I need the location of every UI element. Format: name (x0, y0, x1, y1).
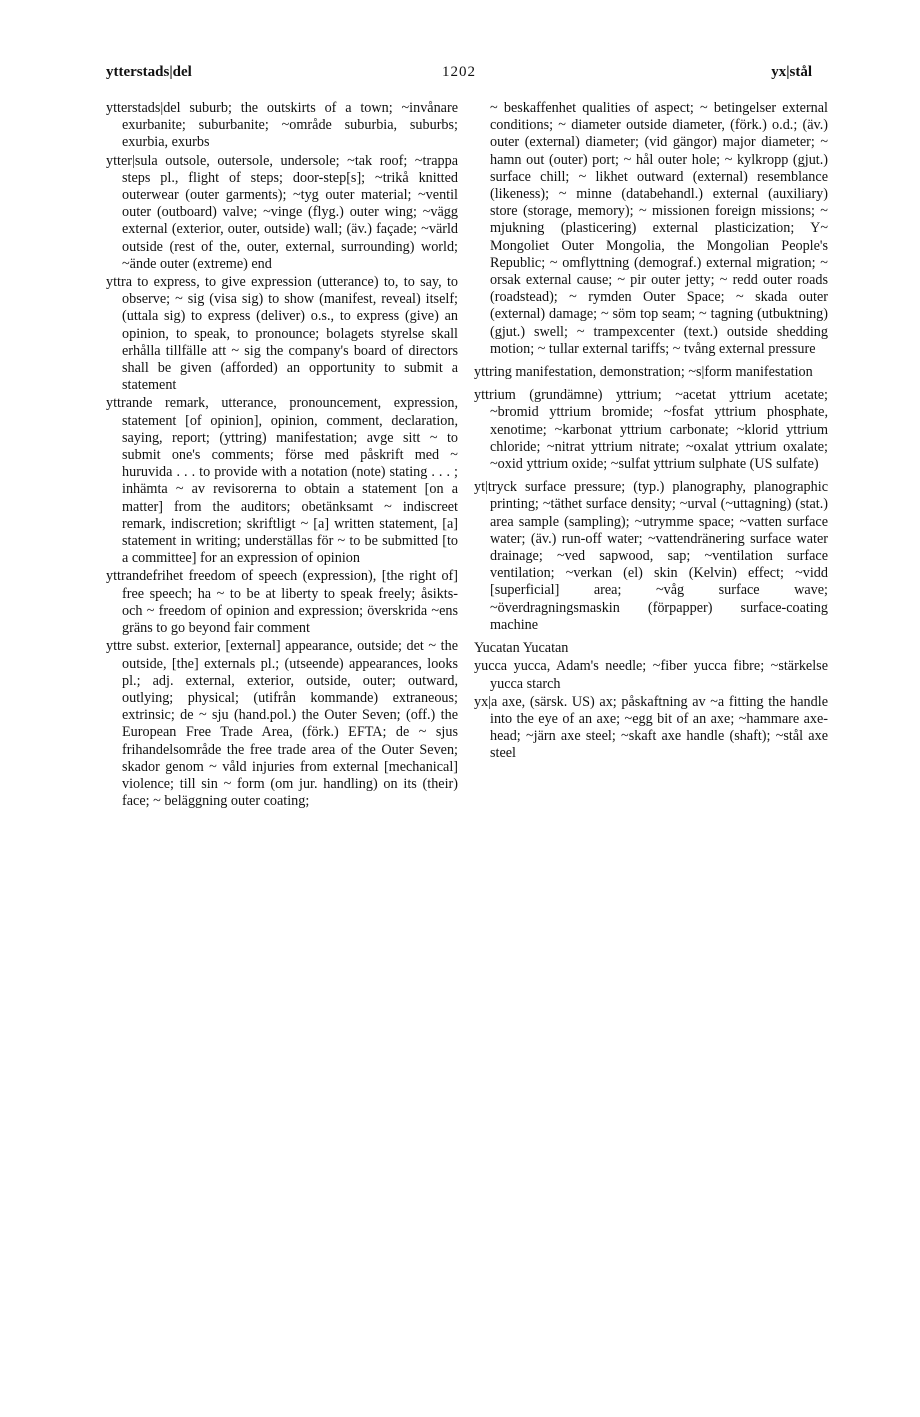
entry-yttre-continued: ~ beskaffenhet qualities of aspect; ~ betingelser external conditions; ~ diameter outside diameter, (förk.) o.d.; (äv.) outer (external) diameter; (vid gängor) major diameter; ~ hamn out (outer) port; ~ hål outer hole; ~ kylkropp (gjut.) surface chill; ~ likhet outward (external) resemblance (likeness); ~ minne (databehandl.) external (auxiliary) store (storage, memory); ~ missionen foreign missions; ~ mjukning (plasticering) external plasticization; Y~ Mongoliet Outer Mongolia, the Mongolian People's Republic; ~ omflyttning (demograf.) external migration; ~ orsak external cause; ~ pir outer jetty; ~ redd outer roads (roadstead); ~ rymden Outer Space; ~ skada outer (external) damage; ~ söm top seam; ~ tagning (utbuktning) (gjut.) swell; ~ trampexcenter (text.) outside shedding motion; ~ tullar external tariffs; ~ tvång external pressure (490, 100, 828, 357)
entry-yucatan: Yucatan Yucatan (474, 640, 569, 657)
page-number: 1202 (442, 64, 476, 80)
column-right (474, 100, 828, 763)
header-last-entry: yx|stål (771, 64, 812, 80)
entry-yttrium: yttrium (grundämne) yttrium; ~acetat yttrium acetate; ~bromid yttrium bromide; ~fosfat yttrium phosphate, xenotime; ~karbonat yttrium carbonate; ~klorid yttrium chloride; ~nitrat yttrium nitrate; ~oxalat yttrium oxalate; ~oxid yttrium oxide; ~sulfat yttrium sulphate (US sulfate) (474, 387, 828, 473)
entry-yttre: yttre subst. exterior, [external] appearance, outside; det ~ the outside, [the] externals pl.; (utseende) appearances, looks pl.; adj. external, exterior, outside, outer; outward, outlying; physical; (utifrån kommande) extraneous; extrinsic; de ~ sju (hand.pol.) the Outer Seven; (off.) the European Free Trade Area, (förk.) EFTA; de ~ sjus frihandelsområde the free trade area of the Outer Seven; skador genom ~ våld injuries from external [mechanical] violence; till sin ~ form (om jur. handling) on its (their) face; ~ beläggning outer coating; (106, 638, 458, 810)
entry-yttra: yttra to express, to give expression (utterance) to, to say, to observe; ~ sig (visa sig) to show (manifest, reveal) itself; (uttala sig) to express (deliver) o.s., to express (give) an opinion, to speak, to pronounce; bolagets styrelse skall erhålla tillfälle att ~ sig the company's board of directors shall be given (afforded) an opportunity to submit a statement (106, 274, 458, 394)
entry-ytterstadsdel: ytterstads|del suburb; the outskirts of a town; ~invånare exurbanite; suburbanite; ~område suburbia, suburbs; exurbia, exurbs (106, 100, 458, 151)
entry-yxa: yx|a axe, (särsk. US) ax; påskaftning av ~a fitting the handle into the eye of an axe; ~egg bit of an axe; ~hammare axe-head; ~järn axe steel; ~skaft axe handle (shaft); ~stål axe steel (474, 693, 828, 762)
entry-yucca: yucca yucca, Adam's needle; ~fiber yucca fibre; ~stärkelse yucca starch (474, 658, 828, 692)
column-left (106, 100, 458, 810)
header-first-entry: ytterstads|del (106, 64, 192, 80)
entry-yttersula: ytter|sula outsole, outersole, undersole; ~tak roof; ~trappa steps pl., flight of steps; door-step[s]; ~trikå knitted outerwear (outer garments); ~tyg outer material; ~ventil outer (outboard) valve; ~vinge (flyg.) outer wing; ~vägg external (exterior, outer, outside) wall; (äv.) façade; ~värld outside (rest of the, outer, external, surrounding) world; ~ände outer (extreme) end (106, 152, 458, 272)
entry-yttryck: yt|tryck surface pressure; (typ.) planography, planographic printing; ~täthet surface density; ~urval (~uttagning) (stat.) area sample (sampling); ~utrymme space; ~vatten surface water; (äv.) run-off water; ~vattendränering surface water drainage; ~ved sapwood, sap; ~ventilation surface ventilation; ~verkan (el) skin (Kelvin) effect; ~vidd [superficial] area; ~våg surface wave; ~överdragningsmaskin (förpapper) surface-coating machine (474, 479, 828, 633)
entry-yttrandefrihet: yttrandefrihet freedom of speech (expression), [the right of] free speech; ha ~ to be at liberty to speak freely; åsikts- och ~ freedom of opinion and expression; överskrida ~ens gräns to go beyond fair comment (106, 568, 458, 637)
entry-yttrande: yttrande remark, utterance, pronouncement, expression, statement [of opinion], opinion, comment, declaration, saying, report; (yttring) manifestation; avge sitt ~ to submit one's comments; förse med påskrift med ~ huruvida . . . to provide with a notation (note) stating . . . ; inhämta ~ av revisorerna to obtain a statement [on a matter] from the auditors; obetänksamt ~ indiscreet remark, indiscretion; skriftligt ~ [a] written statement, [a] statement in writing; underställas för ~ to be submitted [to a committee] for an expression of opinion (106, 395, 458, 567)
running-header (106, 64, 812, 86)
entry-yttring: yttring manifestation, demonstration; ~s|form manifestation (474, 364, 813, 381)
